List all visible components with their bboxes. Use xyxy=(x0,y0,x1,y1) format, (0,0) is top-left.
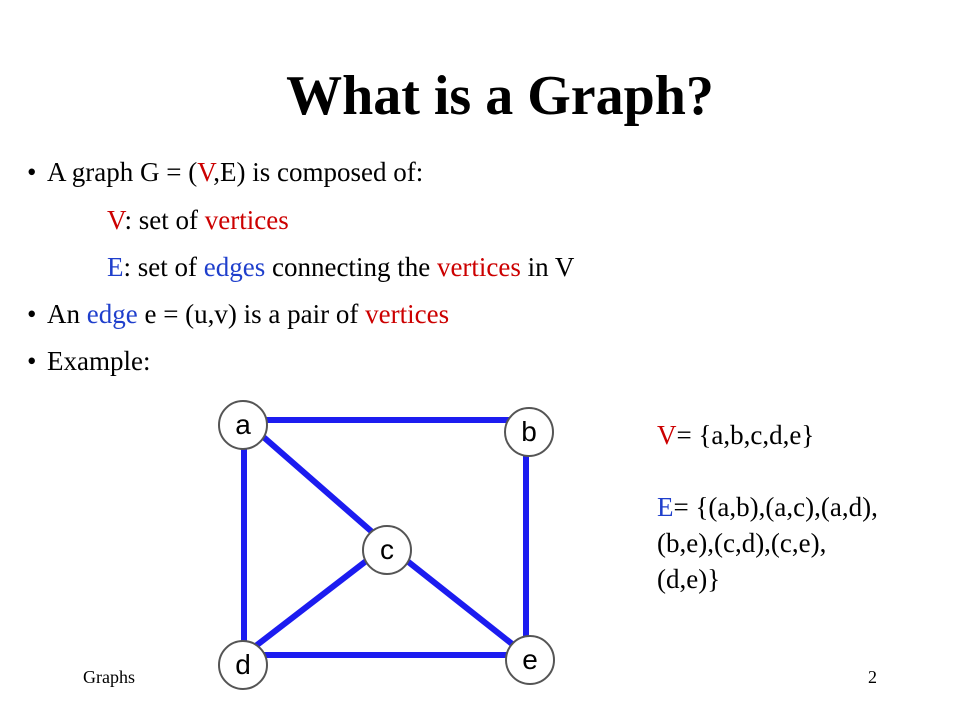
edge-a-c xyxy=(244,420,387,545)
bullet-graph-definition: A graph G = (V,E) is composed of: xyxy=(47,157,424,187)
example-graph xyxy=(200,385,580,705)
bullet-edge-definition: An edge e = (u,v) is a pair of vertices xyxy=(47,299,450,329)
slide-title: What is a Graph? xyxy=(286,65,714,127)
sub-item-edges: E: set of edges connecting the vertices in V xyxy=(107,252,575,282)
footer-title: Graphs xyxy=(83,667,135,687)
edge-set-line-1: E= {(a,b),(a,c),(a,d), xyxy=(657,492,878,522)
vertex-b: b xyxy=(504,407,554,457)
sub-item-vertices: V: set of vertices xyxy=(107,205,289,235)
vertex-set: V= {a,b,c,d,e} xyxy=(657,420,815,450)
spacer xyxy=(657,453,947,489)
vertex-c: c xyxy=(362,525,412,575)
bullet-marker: • xyxy=(27,157,37,187)
edge-set-line-3: (d,e)} xyxy=(657,564,721,594)
vertex-e: e xyxy=(505,635,555,685)
vertex-d: d xyxy=(218,640,268,690)
page-number: 2 xyxy=(868,667,877,687)
highlight-v: V xyxy=(197,157,214,187)
vertex-a: a xyxy=(218,400,268,450)
bullet-marker: • xyxy=(27,346,37,376)
bullet-example: Example: xyxy=(47,346,151,376)
bullet-marker: • xyxy=(27,299,37,329)
graph-sets xyxy=(657,417,947,597)
edge-set-line-2: (b,e),(c,d),(c,e), xyxy=(657,528,827,558)
